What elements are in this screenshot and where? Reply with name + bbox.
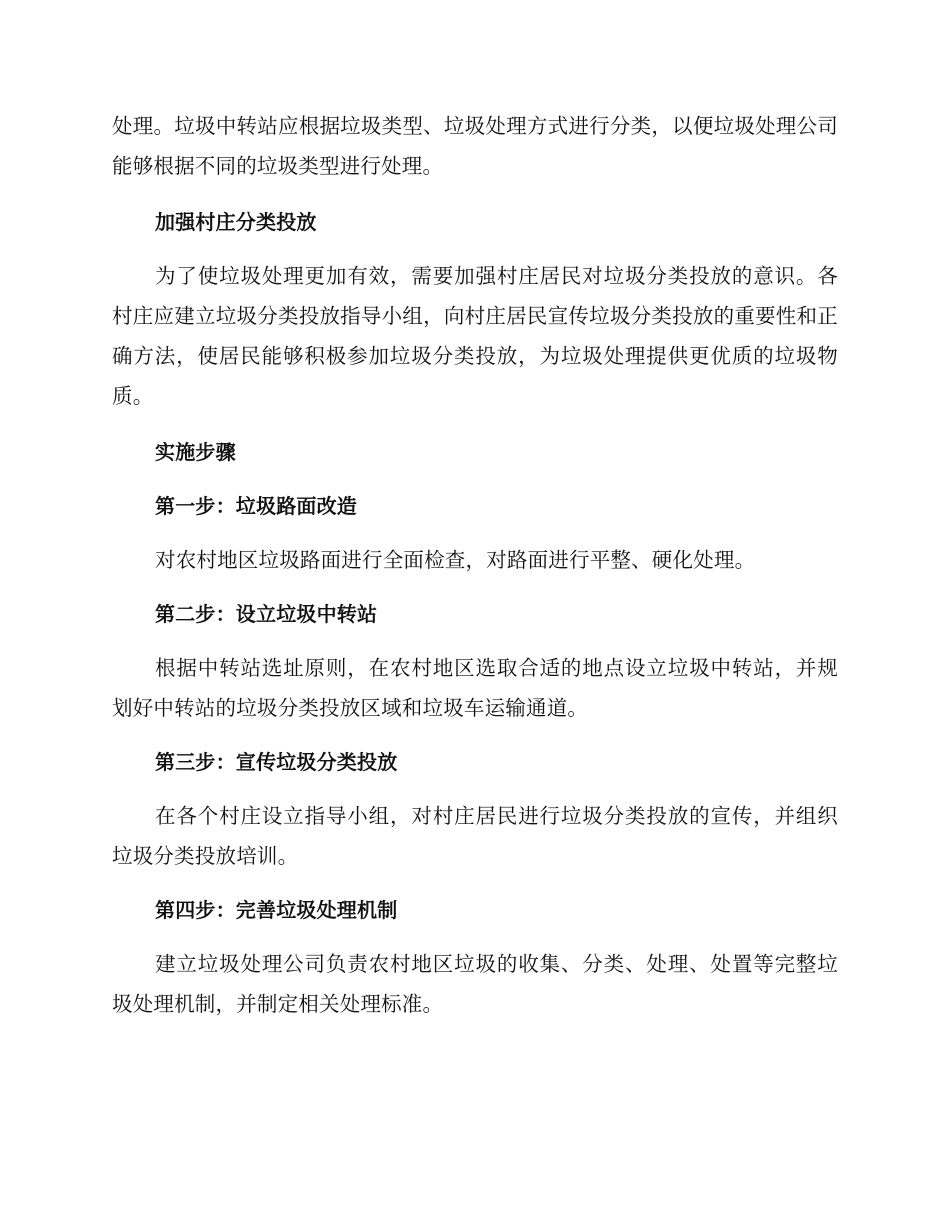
paragraph-step-1: 对农村地区垃圾路面进行全面检查，对路面进行平整、硬化处理。 <box>155 548 756 572</box>
paragraph-village-sorting: 为了使垃圾处理更加有效，需要加强村庄居民对垃圾分类投放的意识。各村庄应建立垃圾分类投放指导小组，向村庄居民宣传垃圾分类投放的重要性和正确方法，使居民能够积极参加垃圾分类投放，为垃圾处理提供更优质的垃圾物质。 <box>112 264 838 408</box>
paragraph-step-2: 根据中转站选址原则，在农村地区选取合适的地点设立垃圾中转站，并规划好中转站的垃圾分类投放区域和垃圾车运输通道。 <box>112 656 838 720</box>
step-heading-3: 第三步：宣传垃圾分类投放 <box>155 750 398 774</box>
section-heading-village-sorting: 加强村庄分类投放 <box>155 210 317 234</box>
paragraph-continued: 处理。垃圾中转站应根据垃圾类型、垃圾处理方式进行分类，以便垃圾处理公司能够根据不同的垃圾类型进行处理。 <box>112 114 838 178</box>
step-heading-4: 第四步：完善垃圾处理机制 <box>155 898 398 922</box>
paragraph-step-4: 建立垃圾处理公司负责农村地区垃圾的收集、分类、处理、处置等完整垃圾处理机制，并制定相关处理标准。 <box>112 952 838 1016</box>
section-heading-implementation-steps: 实施步骤 <box>155 440 236 464</box>
step-heading-1: 第一步：垃圾路面改造 <box>155 494 357 518</box>
document-body <box>112 106 838 1024</box>
paragraph-step-3: 在各个村庄设立指导小组，对村庄居民进行垃圾分类投放的宣传，并组织垃圾分类投放培训。 <box>112 804 838 868</box>
step-heading-2: 第二步：设立垃圾中转站 <box>155 602 378 626</box>
